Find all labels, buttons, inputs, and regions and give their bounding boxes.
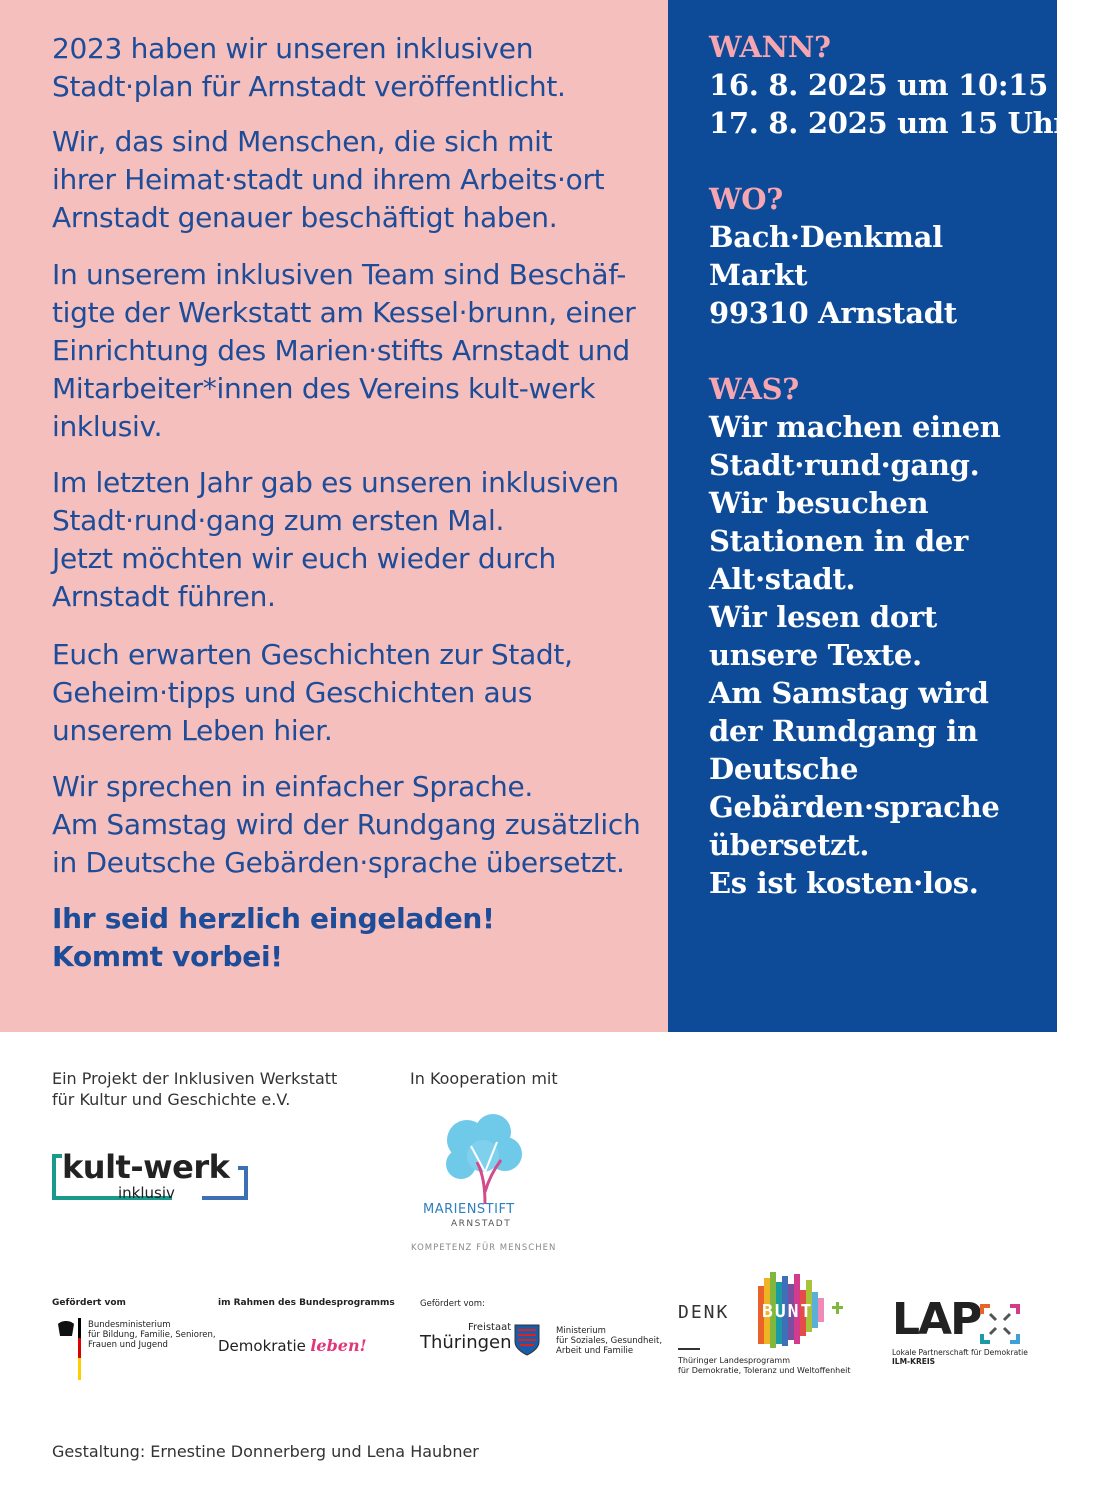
paragraph-expect [52, 636, 573, 750]
text-line: inklusiv. [52, 410, 163, 443]
kultwerk-logo [52, 1148, 252, 1204]
bmfsfj-logo [52, 1318, 216, 1380]
date-line: 17. 8. 2025 um 15 Uhr [709, 106, 1069, 140]
kultwerk-sub: inklusiv [118, 1184, 175, 1202]
lap-text [892, 1348, 1028, 1366]
text-line: Arnstadt genauer beschäftigt haben. [52, 201, 558, 234]
funded-by-label-2: Gefördert vom: [420, 1299, 485, 1309]
text-line: unsere Texte. [709, 638, 922, 672]
bmfsfj-text [88, 1320, 216, 1350]
text-line: Frauen und Jugend [88, 1340, 168, 1350]
text-line: Lokale Partnerschaft für Demokratie [892, 1348, 1028, 1357]
text-line: tigte der Werkstatt am Kessel·brunn, einer [52, 296, 636, 329]
paragraph-intro [52, 30, 566, 106]
text-line: Deutsche [709, 752, 859, 786]
paragraph-team [52, 256, 635, 446]
text-line: In unserem inklusiven Team sind Beschäf- [52, 258, 627, 291]
text-line: Jetzt möchten wir euch wieder durch [52, 542, 556, 575]
denkbunt-divider [678, 1348, 700, 1350]
text-line: Wir lesen dort [709, 600, 937, 634]
text-line: ihrer Heimat·stadt und ihrem Arbeits·ort [52, 163, 605, 196]
denkbunt-logo [678, 1272, 858, 1382]
federal-eagle-icon [52, 1318, 82, 1380]
text-line: Bundesministerium [88, 1320, 171, 1330]
credits: Gestaltung: Ernestine Donnerberg und Lena Haubner [52, 1442, 479, 1461]
text-line: Ein Projekt der Inklusiven Werkstatt [52, 1069, 338, 1088]
text-line: Am Samstag wird [709, 676, 989, 710]
text-line: für Bildung, Familie, Senioren, [88, 1330, 216, 1340]
denkbunt-text [678, 1356, 850, 1376]
text-line: Stadt·rund·gang. [709, 448, 980, 482]
text-line: Gebärden·sprache [709, 790, 1000, 824]
text-line: Wir, das sind Menschen, die sich mit [52, 125, 553, 158]
lap-logo [892, 1296, 1032, 1376]
text-line: 2023 haben wir unseren inklusiven [52, 32, 534, 65]
paragraph-last-year [52, 464, 619, 616]
tree-icon [405, 1112, 565, 1207]
funded-by-label: Gefördert vom [52, 1298, 126, 1308]
when-block [709, 28, 1119, 142]
marienstift-logo [405, 1112, 565, 1257]
denk-word: DENK [678, 1302, 730, 1323]
text-line: Ministerium [556, 1326, 606, 1336]
marienstift-city: ARNSTADT [451, 1219, 512, 1229]
text-line: Wir besuchen [709, 486, 929, 520]
paragraph-language [52, 768, 640, 882]
thueringen-freistaat: Freistaat [468, 1322, 512, 1333]
text-line: in Deutsche Gebärden·sprache übersetzt. [52, 846, 625, 879]
text-line: Einrichtung des Marien·stifts Arnstadt und [52, 334, 630, 367]
text-line: Alt·stadt. [709, 562, 856, 596]
thueringen-name: Thüringen [420, 1332, 512, 1353]
text-line: Am Samstag wird der Rundgang zusätzlich [52, 808, 641, 841]
thueringen-logo [420, 1322, 663, 1362]
what-heading: WAS? [709, 372, 799, 406]
text-line: Ihr seid herzlich eingeladen! [52, 902, 495, 935]
date-line: 16. 8. 2025 um 10:15 Uhr [709, 68, 1119, 102]
marienstift-slogan: KOMPETENZ FÜR MENSCHEN [411, 1243, 557, 1253]
text-line: ILM-KREIS [892, 1357, 936, 1366]
paragraph-who [52, 123, 604, 237]
text-line: Wir machen einen [709, 410, 1001, 444]
address-line: Markt [709, 258, 808, 292]
kultwerk-wordmark: kult-werk [62, 1148, 230, 1186]
text-line: Stadt·plan für Arnstadt veröffentlicht. [52, 70, 566, 103]
text-line: Im letzten Jahr gab es unseren inklusiven [52, 466, 619, 499]
thueringen-coat-of-arms-icon [514, 1324, 540, 1356]
leben-word: leben! [310, 1336, 367, 1355]
text-line: der Rundgang in [709, 714, 978, 748]
text-line: Euch erwarten Geschichten zur Stadt, [52, 638, 573, 671]
text-line: für Kultur und Geschichte e.V. [52, 1090, 291, 1109]
cooperation-note: In Kooperation mit [410, 1069, 558, 1088]
what-block [709, 370, 1001, 902]
text-line: Stationen in der [709, 524, 969, 558]
text-line: Wir sprechen in einfacher Sprache. [52, 770, 534, 803]
address-line: 99310 Arnstadt [709, 296, 957, 330]
programme-label: im Rahmen des Bundesprogramms [218, 1298, 395, 1308]
marienstift-name: MARIENSTIFT [423, 1202, 515, 1217]
text-line: Arbeit und Familie [556, 1346, 634, 1356]
invitation [52, 900, 495, 976]
text-line: für Demokratie, Toleranz und Weltoffenheit [678, 1366, 851, 1375]
lap-arrows-icon [976, 1300, 1024, 1348]
when-heading: WANN? [709, 30, 831, 64]
text-line: Geheim·tipps und Geschichten aus [52, 676, 533, 709]
text-line: Stadt·rund·gang zum ersten Mal. [52, 504, 505, 537]
project-note [52, 1068, 337, 1110]
ministry-text [556, 1326, 662, 1356]
demokratie-leben-logo [218, 1336, 367, 1356]
text-line: für Soziales, Gesundheit, [556, 1336, 663, 1346]
text-line: Es ist kosten·los. [709, 866, 979, 900]
where-heading: WO? [709, 182, 783, 216]
lap-word: LAP [892, 1294, 981, 1345]
text-line: Kommt vorbei! [52, 940, 283, 973]
where-block [709, 180, 957, 332]
text-line: Arnstadt führen. [52, 580, 276, 613]
bunt-word: BUNT [762, 1301, 814, 1322]
text-line: Mitarbeiter*innen des Vereins kult-werk [52, 372, 596, 405]
text-line: Thüringer Landesprogramm [678, 1356, 790, 1365]
address-line: Bach·Denkmal [709, 220, 943, 254]
text-line: unserem Leben hier. [52, 714, 333, 747]
demokratie-word: Demokratie [218, 1337, 306, 1355]
text-line: übersetzt. [709, 828, 870, 862]
